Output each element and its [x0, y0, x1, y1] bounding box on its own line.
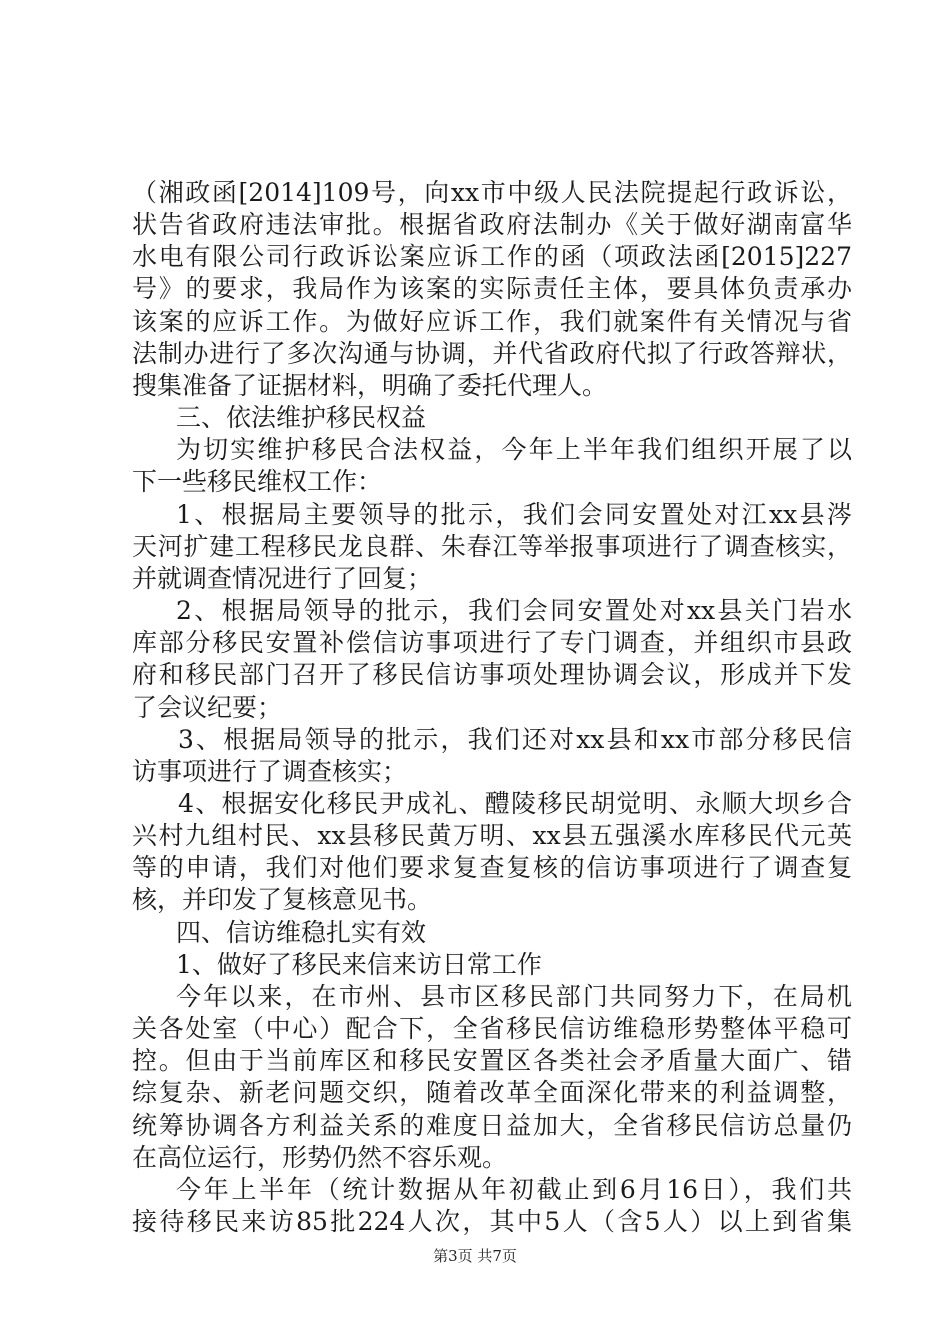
text-line: 3、根据局领导的批示，我们还对xx县和xx市部分移民信	[178, 725, 852, 754]
text-line: 核，并印发了复核意见书。	[132, 885, 433, 914]
text-line: 了会议纪要；	[132, 693, 283, 722]
text-line: 三、依法维护移民权益	[176, 403, 427, 432]
text-line: 4、根据安化移民尹成礼、醴陵移民胡觉明、永顺大坝乡合	[178, 789, 852, 818]
text-line: 今年上半年（统计数据从年初截止到6月16日），我们共	[176, 1175, 852, 1204]
text-line: 该案的应诉工作。为做好应诉工作，我们就案件有关情况与省	[132, 307, 852, 336]
text-line: 下一些移民维权工作：	[132, 467, 383, 496]
text-line: 法制办进行了多次沟通与协调，并代省政府代拟了行政答辩状，	[132, 339, 852, 368]
text-line: 接待移民来访85批224人次，其中5人（含5人）以上到省集	[132, 1207, 852, 1236]
text-line: 号》的要求，我局作为该案的实际责任主体，要具体负责承办	[132, 274, 852, 303]
text-line: 水电有限公司行政诉讼案应诉工作的函（项政法函[2015]227	[132, 242, 852, 271]
text-line: 为切实维护移民合法权益，今年上半年我们组织开展了以	[176, 435, 852, 464]
text-line: 1、根据局主要领导的批示，我们会同安置处对江xx县涔	[176, 500, 852, 529]
text-line: 兴村九组村民、xx县移民黄万明、xx县五强溪水库移民代元英	[132, 821, 852, 850]
text-line: 搜集准备了证据材料，明确了委托代理人。	[132, 371, 608, 400]
text-line: 在高位运行，形势仍然不容乐观。	[132, 1143, 508, 1172]
text-line: 等的申请，我们对他们要求复查复核的信访事项进行了调查复	[132, 853, 852, 882]
text-line: 府和移民部门召开了移民信访事项处理协调会议，形成并下发	[132, 660, 852, 689]
text-line: 并就调查情况进行了回复；	[132, 564, 433, 593]
text-line: 状告省政府违法审批。根据省政府法制办《关于做好湖南富华	[132, 210, 852, 239]
text-line: 综复杂、新老问题交织，随着改革全面深化带来的利益调整，	[132, 1078, 852, 1107]
text-line: 关各处室（中心）配合下，全省移民信访维稳形势整体平稳可	[132, 1014, 852, 1043]
text-line: 访事项进行了调查核实；	[132, 757, 408, 786]
text-line: 统筹协调各方利益关系的难度日益加大，全省移民信访总量仍	[132, 1111, 852, 1140]
text-line: 1、做好了移民来信来访日常工作	[176, 950, 542, 979]
text-line: 库部分移民安置补偿信访事项进行了专门调查，并组织市县政	[132, 628, 852, 657]
text-line: 四、信访维稳扎实有效	[176, 918, 427, 947]
text-line: 2、根据局领导的批示，我们会同安置处对xx县关门岩水	[176, 596, 852, 625]
text-line: 控。但由于当前库区和移民安置区各类社会矛盾量大面广、错	[132, 1046, 852, 1075]
page-footer: 第3页 共7页	[433, 1247, 517, 1265]
text-line: （湘政函[2014]109号，向xx市中级人民法院提起行政诉讼，	[132, 178, 852, 207]
text-line: 天河扩建工程移民龙良群、朱春江等举报事项进行了调查核实，	[132, 532, 852, 561]
text-line: 今年以来，在市州、县市区移民部门共同努力下，在局机	[176, 982, 852, 1011]
